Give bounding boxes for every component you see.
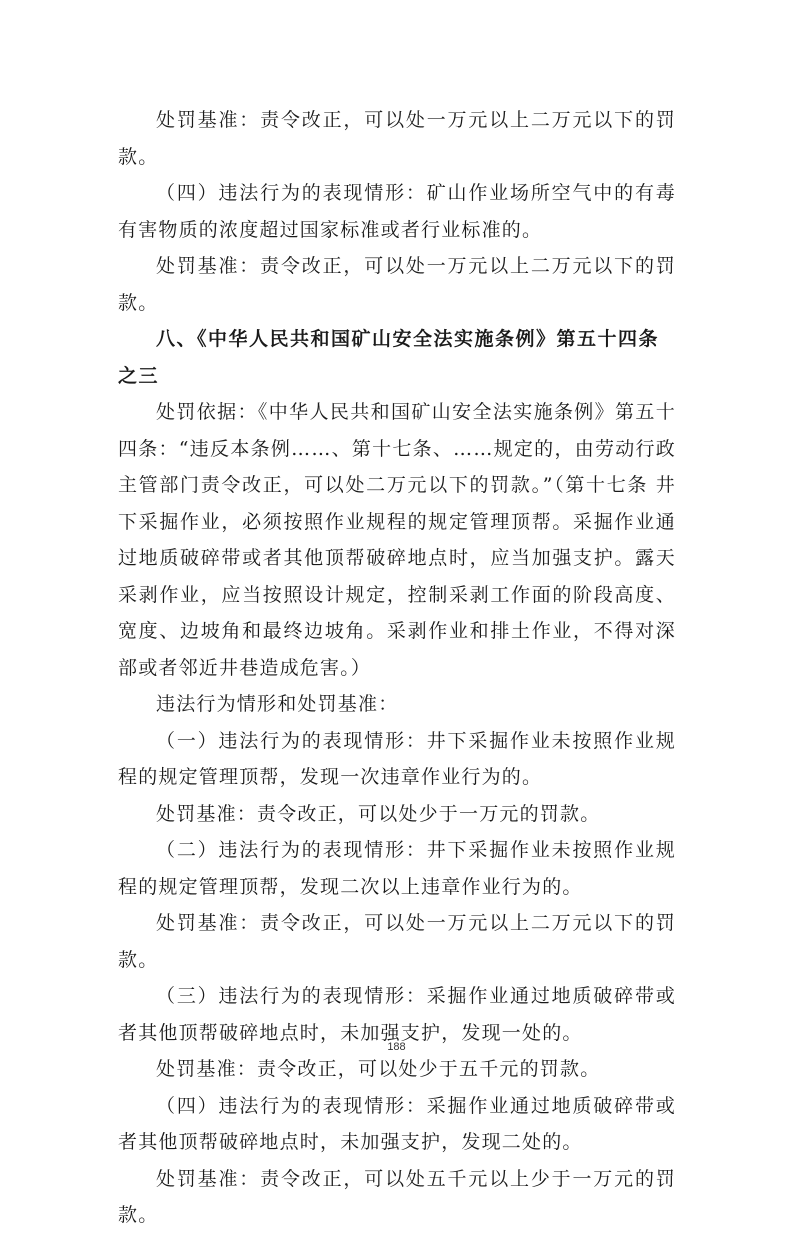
violation-case-paragraph: （二）违法行为的表现情形：井下采掘作业未按照作业规程的规定管理顶帮，发现二次以上违章作业行为的。 xyxy=(118,839,676,898)
penalty-standard-paragraph: 处罚基准：责令改正，可以处一万元以上二万元以下的罚款。 xyxy=(118,912,676,971)
section-heading: 八、《中华人民共和国矿山安全法实施条例》第五十四条之三 xyxy=(118,328,660,387)
subsection-label: 违法行为情形和处罚基准： xyxy=(156,693,399,715)
page-number: 188 xyxy=(387,1041,406,1053)
penalty-standard-paragraph: 处罚基准：责令改正，可以处少于五千元的罚款。 xyxy=(156,1058,601,1080)
penalty-standard-paragraph: 处罚基准：责令改正，可以处一万元以上二万元以下的罚款。 xyxy=(118,255,676,314)
violation-case-paragraph: （三）违法行为的表现情形：采掘作业通过地质破碎带或者其他顶帮破碎地点时，未加强支护，发现一处的。 xyxy=(118,985,676,1044)
penalty-standard-paragraph: 处罚基准：责令改正，可以处少于一万元的罚款。 xyxy=(156,802,601,825)
penalty-standard-paragraph: 处罚基准：责令改正，可以处一万元以上二万元以下的罚款。 xyxy=(118,109,676,168)
page-body xyxy=(118,102,676,1234)
violation-case-paragraph: （四）违法行为的表现情形：矿山作业场所空气中的有毒有害物质的浓度超过国家标准或者行业标准的。 xyxy=(118,182,676,241)
penalty-standard-paragraph: 处罚基准：责令改正，可以处五千元以上少于一万元的罚款。 xyxy=(118,1167,676,1226)
violation-case-paragraph: （四）违法行为的表现情形：采掘作业通过地质破碎带或者其他顶帮破碎地点时，未加强支护，发现二处的。 xyxy=(118,1094,676,1153)
penalty-basis-paragraph: 处罚依据：《中华人民共和国矿山安全法实施条例》第五十四条：“违反本条例……、第十七条、……规定的，由劳动行政主管部门责令改正，可以处二万元以下的罚款。”（第十七条 井下采掘作业，必须按照作业规程的规定管理顶帮。采掘作业通过地质破碎带或者其他顶帮破碎地点时，应当加强支护。露天采剥作业，应当按照设计规定，控制采剥工作面的阶段高度、宽度、边坡角和最终边坡角。采剥作业和排土作业，不得对深部或者邻近井巷造成危害。） xyxy=(118,401,676,679)
violation-case-paragraph: （一）违法行为的表现情形：井下采掘作业未按照作业规程的规定管理顶帮，发现一次违章作业行为的。 xyxy=(118,729,676,788)
